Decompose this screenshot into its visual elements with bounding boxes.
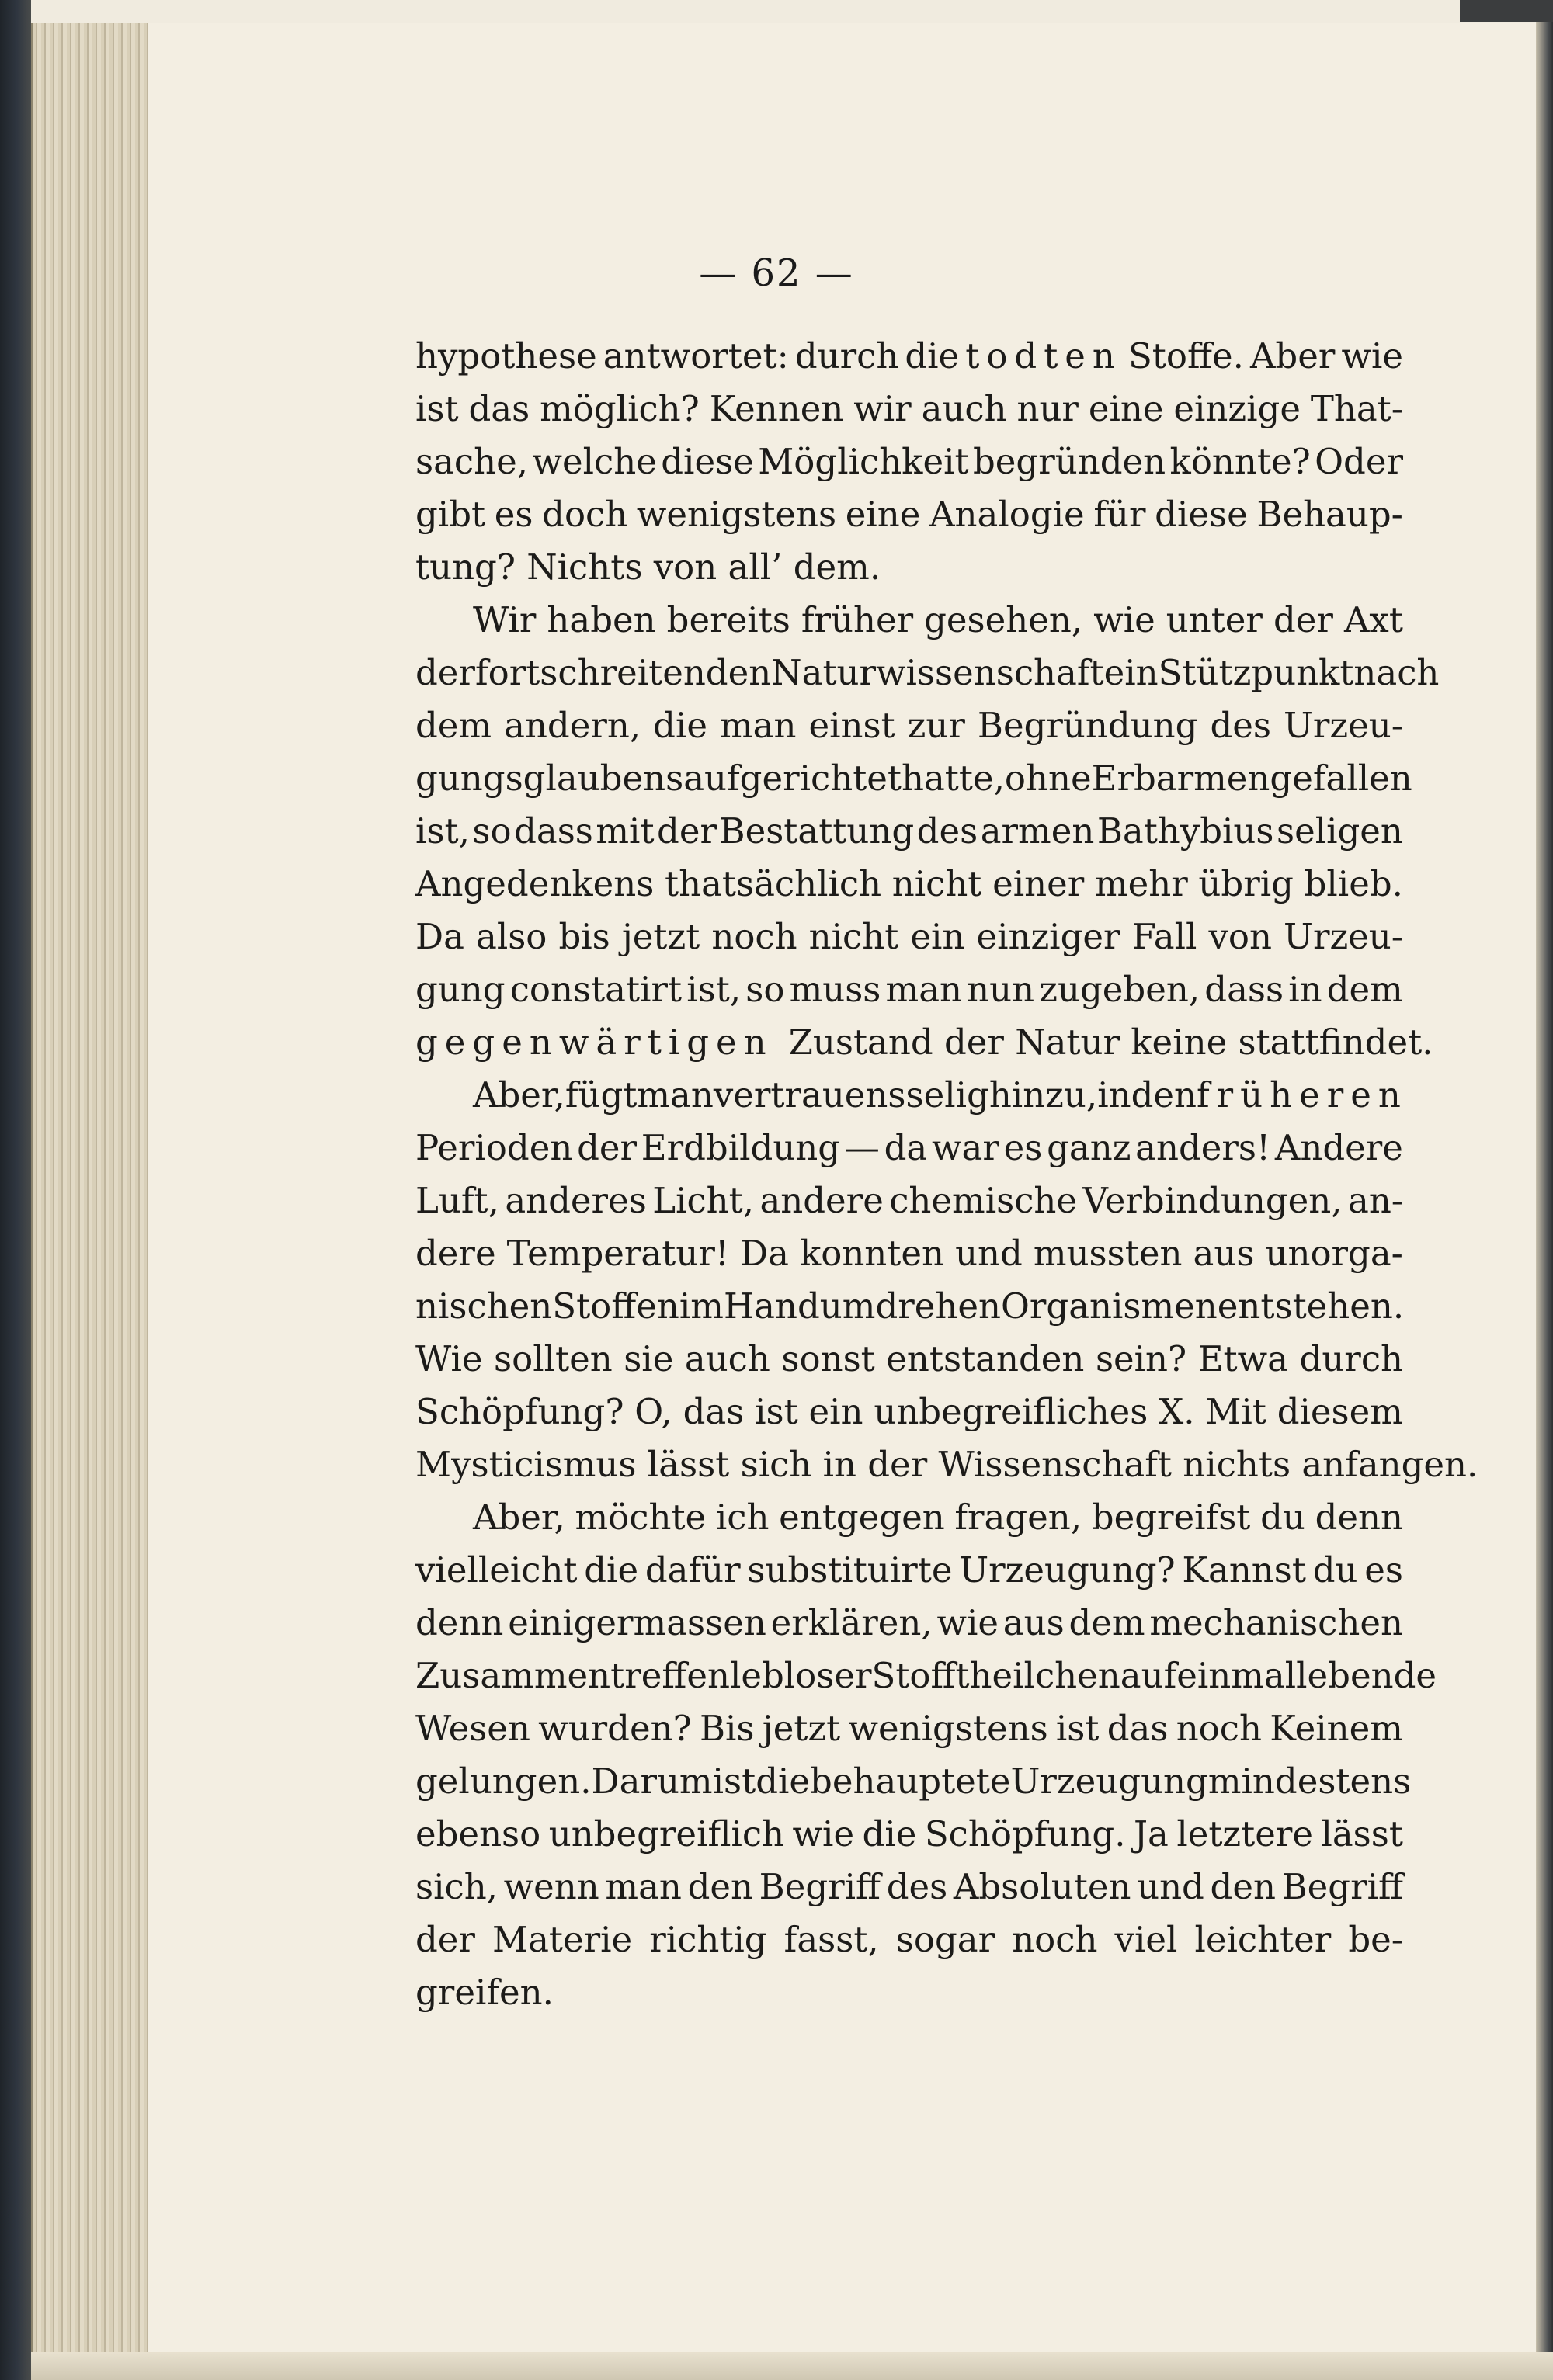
word: und <box>1137 1866 1204 1907</box>
word: der <box>415 1919 475 1960</box>
word: ist, <box>415 810 470 852</box>
text-line <box>415 541 1403 594</box>
text-line <box>415 647 1440 699</box>
text-line <box>415 911 1403 963</box>
word: ein <box>910 916 965 957</box>
word: früher <box>801 599 914 640</box>
word: Naturwissenschaft <box>771 652 1104 693</box>
word: begründen <box>972 441 1166 482</box>
word: behauptete <box>810 1761 1011 1802</box>
body-text <box>415 330 1478 2019</box>
word: andern, <box>504 705 641 746</box>
word: sogar <box>895 1919 995 1960</box>
text-line <box>415 805 1403 858</box>
word: wie <box>1341 335 1403 376</box>
word: mechanischen <box>1149 1602 1403 1643</box>
word: es <box>1364 1549 1403 1591</box>
word: ist, <box>686 969 742 1010</box>
word: dem <box>415 705 492 746</box>
word: der <box>577 1127 638 1168</box>
word: dass <box>514 810 593 852</box>
word: Andere <box>1274 1127 1403 1168</box>
word: aufgerichtet <box>683 758 902 799</box>
word: wenigstens <box>636 494 837 535</box>
paragraph <box>415 594 1440 1069</box>
text-line <box>415 1280 1403 1333</box>
word: entgegen <box>779 1497 945 1538</box>
word: X. <box>1159 1391 1195 1432</box>
word: unter <box>1166 599 1263 640</box>
word: und <box>955 1233 1023 1274</box>
word: man <box>637 1074 714 1115</box>
word: Etwa <box>1197 1338 1288 1379</box>
word: mehr <box>1094 863 1188 904</box>
word: Möglichkeit <box>758 441 969 482</box>
word: Schöpfung? <box>415 1391 624 1432</box>
word: fragen, <box>954 1497 1082 1538</box>
word: auch <box>921 388 1007 429</box>
word: Axt <box>1343 599 1403 640</box>
word: hatte, <box>902 758 1005 799</box>
word: haben <box>547 599 656 640</box>
text-line <box>415 1755 1412 1808</box>
word: nicht <box>808 916 899 957</box>
word: in <box>1097 1074 1131 1115</box>
word: von <box>1208 916 1272 957</box>
word: möglich? <box>540 388 700 429</box>
text-line <box>415 330 1403 383</box>
word: Stützpunkt <box>1158 652 1354 693</box>
word: nur <box>1016 388 1079 429</box>
word: sein? <box>1095 1338 1187 1379</box>
word: durch <box>794 335 899 376</box>
word: sollten <box>494 1338 613 1379</box>
word: sache, <box>415 441 529 482</box>
word: die <box>653 705 707 746</box>
paragraph <box>415 1491 1437 2019</box>
text-line <box>415 1069 1408 1122</box>
word: entstanden <box>886 1338 1085 1379</box>
word: ohne <box>1004 758 1092 799</box>
word: Handumdrehen <box>723 1285 1001 1327</box>
word: wie <box>792 1813 855 1854</box>
word: welche <box>532 441 657 482</box>
word: dass <box>1204 969 1284 1010</box>
text-line <box>415 1016 1433 1069</box>
word: O, <box>634 1391 672 1432</box>
word: wie <box>936 1602 999 1643</box>
emphasized-text: früheren <box>1196 1074 1408 1115</box>
word: so <box>745 969 785 1010</box>
word: übrig <box>1198 863 1294 904</box>
word: die <box>862 1813 917 1854</box>
text-line <box>415 1174 1403 1227</box>
word: Bathybius <box>1096 810 1274 852</box>
word: Zusammentreffen <box>415 1655 730 1696</box>
word: das <box>683 1391 745 1432</box>
word: Aber, <box>473 1074 565 1115</box>
word: Organismen <box>1001 1285 1218 1327</box>
word: ist <box>712 1761 756 1802</box>
word: nun <box>967 969 1035 1010</box>
paragraph <box>415 330 1403 594</box>
word: erklären, <box>770 1602 933 1643</box>
word: es <box>1003 1127 1043 1168</box>
word: mindestens <box>1207 1761 1412 1802</box>
word: im <box>679 1285 724 1327</box>
word: fügt <box>565 1074 638 1115</box>
word: des <box>1210 705 1271 746</box>
word: einer <box>992 863 1085 904</box>
word: der <box>415 652 475 693</box>
word: das <box>1107 1708 1169 1749</box>
word: Erbarmen <box>1091 758 1270 799</box>
word: ist <box>1055 1708 1100 1749</box>
text-line <box>415 963 1403 1016</box>
word: seligen <box>1276 810 1403 852</box>
word: den <box>687 1866 753 1907</box>
word: viel <box>1114 1919 1178 1960</box>
word: den <box>1131 1074 1197 1115</box>
word: vertrauensselig <box>713 1074 989 1115</box>
word: wenigstens <box>848 1708 1048 1749</box>
word: wir <box>853 388 912 429</box>
word: fasst, <box>783 1919 879 1960</box>
word: wurden? <box>538 1708 692 1749</box>
word: auf <box>1120 1655 1177 1696</box>
word: da <box>884 1127 928 1168</box>
word: Oder <box>1315 441 1403 482</box>
word: bis <box>558 916 610 957</box>
scan-bottom-edge <box>31 2352 1553 2380</box>
text-segment: Mysticismus lässt sich in der Wissenschaft nichts anfangen. <box>415 1444 1478 1485</box>
word: blieb. <box>1304 863 1403 904</box>
word: durch <box>1299 1338 1403 1379</box>
word: könnte? <box>1169 441 1311 482</box>
word: ein <box>808 1391 863 1432</box>
word: ebenso <box>415 1813 541 1854</box>
word: Schöpfung. <box>924 1813 1126 1854</box>
word: so <box>472 810 512 852</box>
word: begreifst <box>1091 1497 1251 1538</box>
emphasized-text: todten <box>965 335 1122 376</box>
word: ein <box>1103 652 1159 693</box>
text-line <box>415 1227 1403 1280</box>
word: andere <box>759 1180 884 1221</box>
text-line <box>415 1491 1403 1544</box>
word: Kennen <box>709 388 844 429</box>
word: Ja <box>1133 1813 1169 1854</box>
page-edges <box>31 23 149 2352</box>
word: gibt <box>415 494 486 535</box>
word: Behaup- <box>1256 494 1403 535</box>
word: dere <box>415 1233 496 1274</box>
word: ist <box>755 1391 798 1432</box>
scan-right-edge <box>1536 0 1553 2380</box>
text-line <box>415 1966 1403 2019</box>
word: einst <box>808 705 895 746</box>
word: man <box>885 969 963 1010</box>
word: Begriff <box>1281 1866 1403 1907</box>
word: letztere <box>1176 1813 1313 1854</box>
word: Perioden <box>415 1127 573 1168</box>
word: des <box>916 810 978 852</box>
word: Urzeu- <box>1283 705 1403 746</box>
word: jetzt <box>762 1708 841 1749</box>
text-segment: tung? Nichts von all’ dem. <box>415 546 881 588</box>
word: die <box>584 1549 639 1591</box>
word: Stoffe. <box>1127 335 1244 376</box>
word: aus <box>1002 1602 1065 1643</box>
word: lässt <box>1321 1813 1403 1854</box>
word: für <box>1093 494 1146 535</box>
word: Temperatur! <box>506 1233 729 1274</box>
word: dem <box>1326 969 1403 1010</box>
word: möchte <box>575 1497 707 1538</box>
word: unbegreiflich <box>548 1813 785 1854</box>
text-line <box>415 1544 1403 1597</box>
word: ist <box>415 388 459 429</box>
word: antwortet: <box>603 335 789 376</box>
word: Absoluten <box>953 1866 1131 1907</box>
word: einigermassen <box>508 1602 766 1643</box>
word: fortschreitenden <box>474 652 772 693</box>
word: zugeben, <box>1039 969 1200 1010</box>
word: einmal <box>1176 1655 1297 1696</box>
word: sich, <box>415 1866 498 1907</box>
word: man <box>605 1866 682 1907</box>
word: be- <box>1348 1919 1403 1960</box>
word: unorga- <box>1265 1233 1403 1274</box>
word: mussten <box>1033 1233 1183 1274</box>
text-line <box>415 594 1403 647</box>
text-line <box>415 1438 1478 1491</box>
text-line <box>415 1333 1403 1386</box>
word: wenn <box>503 1866 599 1907</box>
word: du <box>1312 1549 1358 1591</box>
word: leichter <box>1194 1919 1332 1960</box>
word: Aber <box>1249 335 1336 376</box>
word: lebende <box>1296 1655 1437 1696</box>
word: That- <box>1310 388 1403 429</box>
paragraph <box>415 1069 1478 1491</box>
text-line <box>415 435 1403 488</box>
text-line <box>415 858 1403 911</box>
word: gung <box>415 969 506 1010</box>
word: eine <box>845 494 921 535</box>
emphasized-text: gegenwärtigen <box>415 1022 773 1063</box>
word: Wie <box>415 1338 483 1379</box>
word: den <box>1210 1866 1276 1907</box>
word: Fall <box>1131 916 1197 957</box>
word: war <box>932 1127 999 1168</box>
word: einzige <box>1173 388 1301 429</box>
word: hypothese <box>415 335 597 376</box>
book-binding <box>0 0 31 2380</box>
word: richtig <box>649 1919 767 1960</box>
word: Wir <box>473 599 537 640</box>
word: die <box>756 1761 811 1802</box>
text-line <box>415 1650 1437 1702</box>
word: du <box>1260 1497 1305 1538</box>
text-segment: Zustand der Natur keine stattfindet. <box>788 1022 1433 1063</box>
word: Urzeu- <box>1284 916 1403 957</box>
page-number: — 62 — <box>699 252 854 295</box>
word: nischen <box>415 1285 553 1327</box>
text-line <box>415 1702 1403 1755</box>
text-segment: greifen. <box>415 1972 554 2013</box>
word: auch <box>684 1338 770 1379</box>
word: entstehen. <box>1217 1285 1405 1327</box>
word: Angedenkens <box>415 863 655 904</box>
word: ich <box>715 1497 770 1538</box>
word: die <box>905 335 960 376</box>
text-line <box>415 383 1403 435</box>
word: noch <box>1012 1919 1098 1960</box>
word: nicht <box>891 863 982 904</box>
word: gefallen <box>1270 758 1412 799</box>
word: sie <box>624 1338 674 1379</box>
word: in <box>1288 969 1322 1010</box>
word: eine <box>1088 388 1164 429</box>
word: denn <box>415 1602 504 1643</box>
word: Keinem <box>1270 1708 1403 1749</box>
word: anders! <box>1135 1127 1271 1168</box>
word: gesehen, <box>924 599 1083 640</box>
word: sonst <box>781 1338 875 1379</box>
word: es <box>494 494 533 535</box>
word: diese <box>1155 494 1248 535</box>
word: gelungen. <box>415 1761 592 1802</box>
word: Wesen <box>415 1708 530 1749</box>
word: Bestattung <box>719 810 915 852</box>
text-line <box>415 1808 1403 1861</box>
word: Urzeugung? <box>959 1549 1176 1591</box>
word: des <box>886 1866 948 1907</box>
word: lebloser <box>729 1655 872 1696</box>
word: Luft, <box>415 1180 499 1221</box>
word: diesem <box>1277 1391 1403 1432</box>
word: mit <box>596 810 655 852</box>
word: Materie <box>492 1919 633 1960</box>
word: thatsächlich <box>665 863 882 904</box>
word: dem <box>1068 1602 1145 1643</box>
word: wie <box>1093 599 1155 640</box>
text-line <box>415 1861 1403 1913</box>
text-line <box>415 752 1412 805</box>
word: denn <box>1315 1497 1403 1538</box>
word: diese <box>661 441 754 482</box>
word: an- <box>1347 1180 1403 1221</box>
scan-corner <box>1460 0 1553 22</box>
word: bereits <box>666 599 790 640</box>
word: Urzeugung <box>1010 1761 1208 1802</box>
word: substituirte <box>747 1549 953 1591</box>
word: Mit <box>1205 1391 1266 1432</box>
text-line <box>415 1597 1403 1650</box>
word: anderes <box>505 1180 647 1221</box>
word: Aber, <box>473 1497 565 1538</box>
word: ganz <box>1047 1127 1131 1168</box>
word: Darum <box>591 1761 713 1802</box>
word: Erdbildung <box>641 1127 841 1168</box>
text-line <box>415 1386 1403 1438</box>
word: hinzu, <box>988 1074 1098 1115</box>
word: Stofftheilchen <box>871 1655 1120 1696</box>
word: Analogie <box>929 494 1085 535</box>
word: — <box>844 1127 880 1168</box>
word: das <box>468 388 530 429</box>
word: einziger <box>976 916 1120 957</box>
word: Bis <box>699 1708 755 1749</box>
word: gungsglaubens <box>415 758 684 799</box>
word: muss <box>789 969 881 1010</box>
text-line <box>415 1913 1403 1966</box>
word: Licht, <box>652 1180 755 1221</box>
word: chemische <box>889 1180 1078 1221</box>
word: Da <box>739 1233 789 1274</box>
word: Verbindungen, <box>1082 1180 1343 1221</box>
word: Kannst <box>1182 1549 1306 1591</box>
word: der <box>657 810 717 852</box>
word: armen <box>980 810 1095 852</box>
word: doch <box>542 494 628 535</box>
word: der <box>1273 599 1333 640</box>
word: constatirt <box>509 969 683 1010</box>
word: Begriff <box>759 1866 881 1907</box>
word: noch <box>711 916 797 957</box>
text-line <box>415 699 1403 752</box>
word: nach <box>1353 652 1440 693</box>
word: man <box>720 705 797 746</box>
word: jetzt <box>621 916 700 957</box>
word: unbegreifliches <box>874 1391 1148 1432</box>
text-line <box>415 488 1403 541</box>
word: also <box>475 916 547 957</box>
word: vielleicht <box>415 1549 578 1591</box>
word: dafür <box>644 1549 741 1591</box>
word: Stoffen <box>552 1285 679 1327</box>
word: zur <box>907 705 965 746</box>
word: Da <box>415 916 464 957</box>
word: Begründung <box>977 705 1198 746</box>
word: aus <box>1193 1233 1255 1274</box>
word: konnten <box>799 1233 944 1274</box>
word: noch <box>1176 1708 1262 1749</box>
text-line <box>415 1122 1403 1174</box>
